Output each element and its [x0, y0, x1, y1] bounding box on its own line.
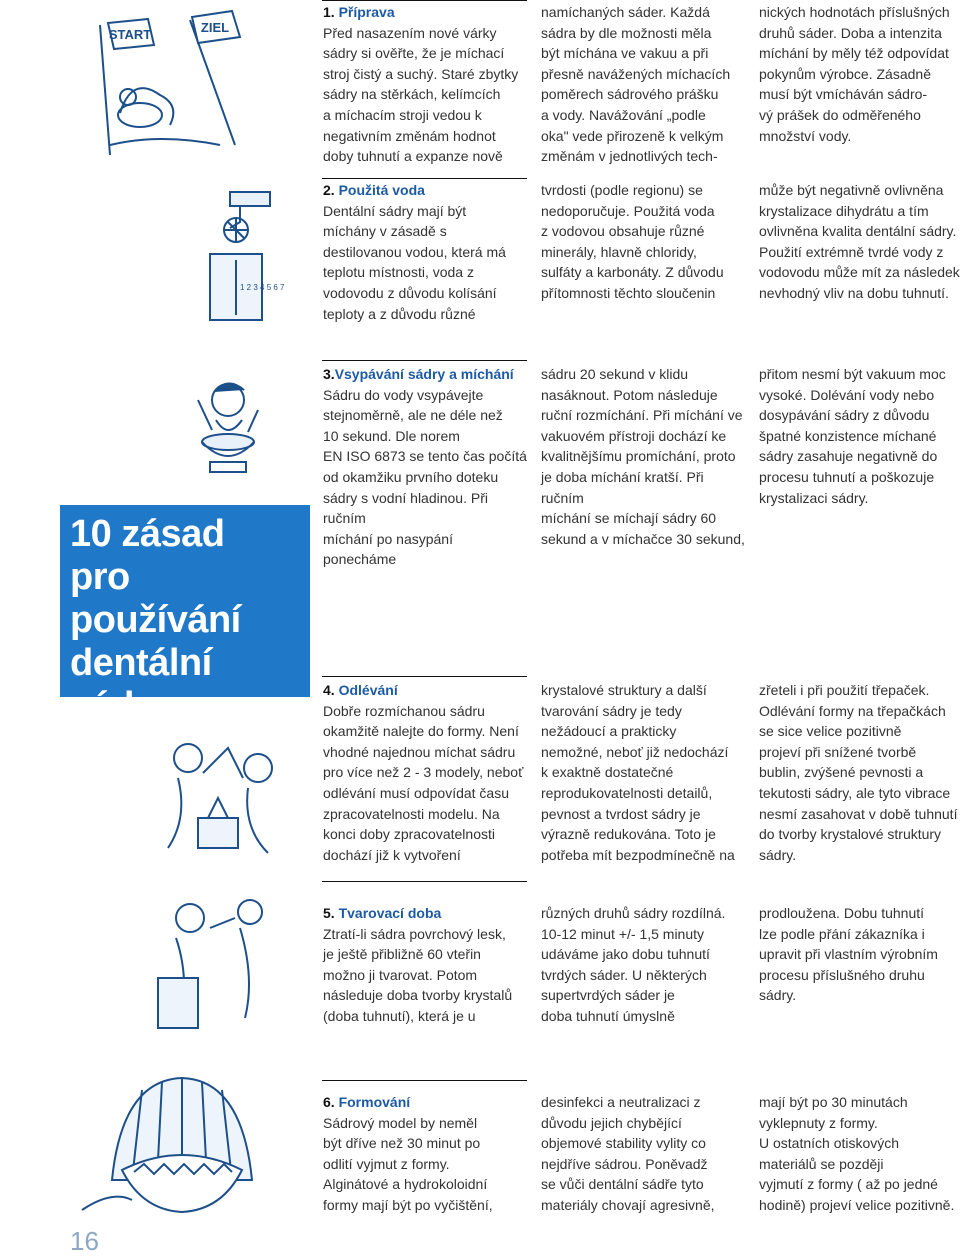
section-5-col-3: prodloužena. Dobu tuhnutí lze podle přání zákazníka i upravit při vlastním výrobním procesu příslušného druhu sádry. [759, 905, 938, 1004]
section-2-col-1 [323, 180, 528, 324]
section-3-col-2: sádru 20 sekund v klidu nasáknout. Potom následuje ruční rozmíchání. Při míchání ve vakuovém přístroji dochází ke kvalitnějšímu promíchání, proto je doba míchání kratší. Při ručním míchání se míchají sádry 60 sekund a v míchačce 30 sekund, [541, 366, 745, 547]
section-6-title: 6. Formování [323, 1094, 411, 1110]
section-6-col-1 [323, 1092, 528, 1216]
section-2-col-3: může být negativně ovlivněna krystalizace dihydrátu a tím ovlivněna kvalita dentální sádry. Použití extrémně tvrdé vody z vodovodu může mít za následek nevhodný vliv na dobu tuhnutí. [759, 182, 960, 301]
section-1-col-2: namíchaných sáder. Každá sádra by dle možnosti měla být míchána ve vakuu a při přesně navážených míchacích poměrech sádrového prášku a vody. Navážování „podle oka" vede přirozeně k velkým změnám v jednotlivých tech- [541, 4, 731, 165]
section-6-col-3: mají být po 30 minutách vyklepnuty z formy. U ostatních otiskových materiálů se později vyjmutí z formy ( až po jedné hodině) projeví velice pozitivně. [759, 1094, 955, 1213]
section-2-title: 2. Použitá voda [323, 182, 425, 198]
section-1-title: 1. Příprava [323, 4, 395, 20]
section-6-text-1: Sádrový model by neměl být dříve než 30 minut po odlití vyjmut z formy. Alginátové a hydrokoloidní formy mají být po vyčištění, [323, 1114, 493, 1213]
section-3-col-1 [323, 364, 528, 570]
page-heading: 10 zásad pro používání dentální sádry [70, 513, 241, 727]
cylinder-scale: 1 2 3 4 5 6 7 [240, 283, 285, 292]
section-rule [322, 360, 527, 361]
section-3-text-1: Sádru do vody vsypávejte stejnoměrně, ale ne déle než 10 sekund. Dle norem EN ISO 6873 se tento čas počítá od okamžiku prvního doteku sádry s vodní hladinou. Při ručním míchání po nasypání ponecháme [323, 386, 527, 568]
ziel-sign: ZIEL [200, 20, 230, 35]
section-4-col-3: zřeteli i při použití třepaček. Odlévání formy na třepačkách se sice velice pozitivně projeví při snížené tvorbě bublin, zvýšené pevnosti a tekutosti sádry, ale tyto vibrace nesmí zasahovat v době tuhnutí do tvorby krystalové struktury sádry. [759, 682, 958, 863]
section-2-col-2: tvrdosti (podle regionu) se nedoporučuje. Použitá voda z vodovou obsahuje různé minerály, hlavně chloridy, sulfáty a karbonáty. Z důvodu přítomnosti těchto sloučenin [541, 182, 724, 301]
impression-dome-illustration [72, 1060, 292, 1230]
section-3-col-3: přitom nesmí být vakuum moc vysoké. Dolévání vody nebo dosypávání sádry z důvodu špatné konzistence míchané sádry zasahuje negativně do procesu tuhnutí a poškozuje krystalizaci sádry. [759, 366, 946, 506]
man-with-bowl-illustration [168, 370, 278, 480]
section-rule [322, 0, 527, 1]
faucet-cylinder-illustration [190, 180, 300, 340]
section-5-col-1 [323, 903, 528, 1027]
heading-box [60, 505, 310, 727]
section-1-text-1: Před nasazením nové várky sádry si ověřte, že je míchací stroj čistý a suchý. Staré zbytky sádry na stěrkách, kelímcích a míchacím stroji vedou k negativním změnám hodnot doby tuhnutí a expanze nově [323, 24, 519, 165]
section-rule [322, 178, 527, 179]
section-5-text-1: Ztratí-li sádra povrchový lesk, je ještě přibližně 60 vteřin možno ji tvarovat. Potom následuje doba tvorby krystalů (doba tuhnutí), která je u [323, 925, 513, 1024]
section-1-col-1 [323, 2, 528, 167]
page-number: 16 [70, 1226, 99, 1256]
figure-with-model-illustration [140, 888, 300, 1038]
section-5-title: 5. Tvarovací doba [323, 905, 442, 921]
section-rule [322, 1080, 527, 1081]
start-finish-illustration [70, 5, 250, 165]
pouring-figures-illustration [148, 718, 298, 868]
section-rule [322, 676, 527, 677]
section-rule [322, 881, 527, 882]
section-4-title: 4. Odlévání [323, 682, 398, 698]
section-6-col-2: desinfekci a neutralizaci z důvodu jejich chybějící objemové stability vylity co nejdříve sádrou. Poněvadž se vůči dentální sádře tyto materiály chovají agresivně, [541, 1094, 715, 1213]
section-4-col-1 [323, 680, 528, 865]
start-sign: START [108, 27, 152, 42]
section-3-title: 3.Vsypávání sádry a míchání [323, 366, 514, 382]
section-2-text-1: Dentální sádry mají být míchány v zásadě s destilovanou vodou, která má teplotu místnosti, voda z vodovodu z důvodu kolísání teploty a z důvodu různé [323, 202, 506, 322]
section-4-text-1: Dobře rozmíchanou sádru okamžitě nalejte do formy. Není vhodné najednou míchat sádru pro více než 2 - 3 modely, neboť odlévání musí odpovídat času zpracovatelnosti modelu. Na konci doby zpracovatelnosti dochází již k vytvoření [323, 702, 524, 863]
section-4-col-2: krystalové struktury a další tvarování sádry je tedy nežádoucí a prakticky nemožné, neboť již nedochází k exaktně dostatečné reprodukovatelnosti detailů, pevnost a tvrdost sádry je výrazně redukována. Toto je potřeba mít bezpodmínečně na [541, 682, 735, 863]
section-5-col-2: různých druhů sádry rozdílná. 10-12 minut +/- 1,5 minuty udáváme jako dobu tuhnutí tvrdých sáder. U některých supertvrdých sáder je doba tuhnutí úmyslně [541, 905, 726, 1024]
section-1-col-3: nických hodnotách příslušných druhů sáder. Doba a intenzita míchání by měly též odpovídat pokynům výrobce. Zásadně musí být vmícháván sádro- vý prášek do odměřeného množství vody. [759, 4, 950, 144]
